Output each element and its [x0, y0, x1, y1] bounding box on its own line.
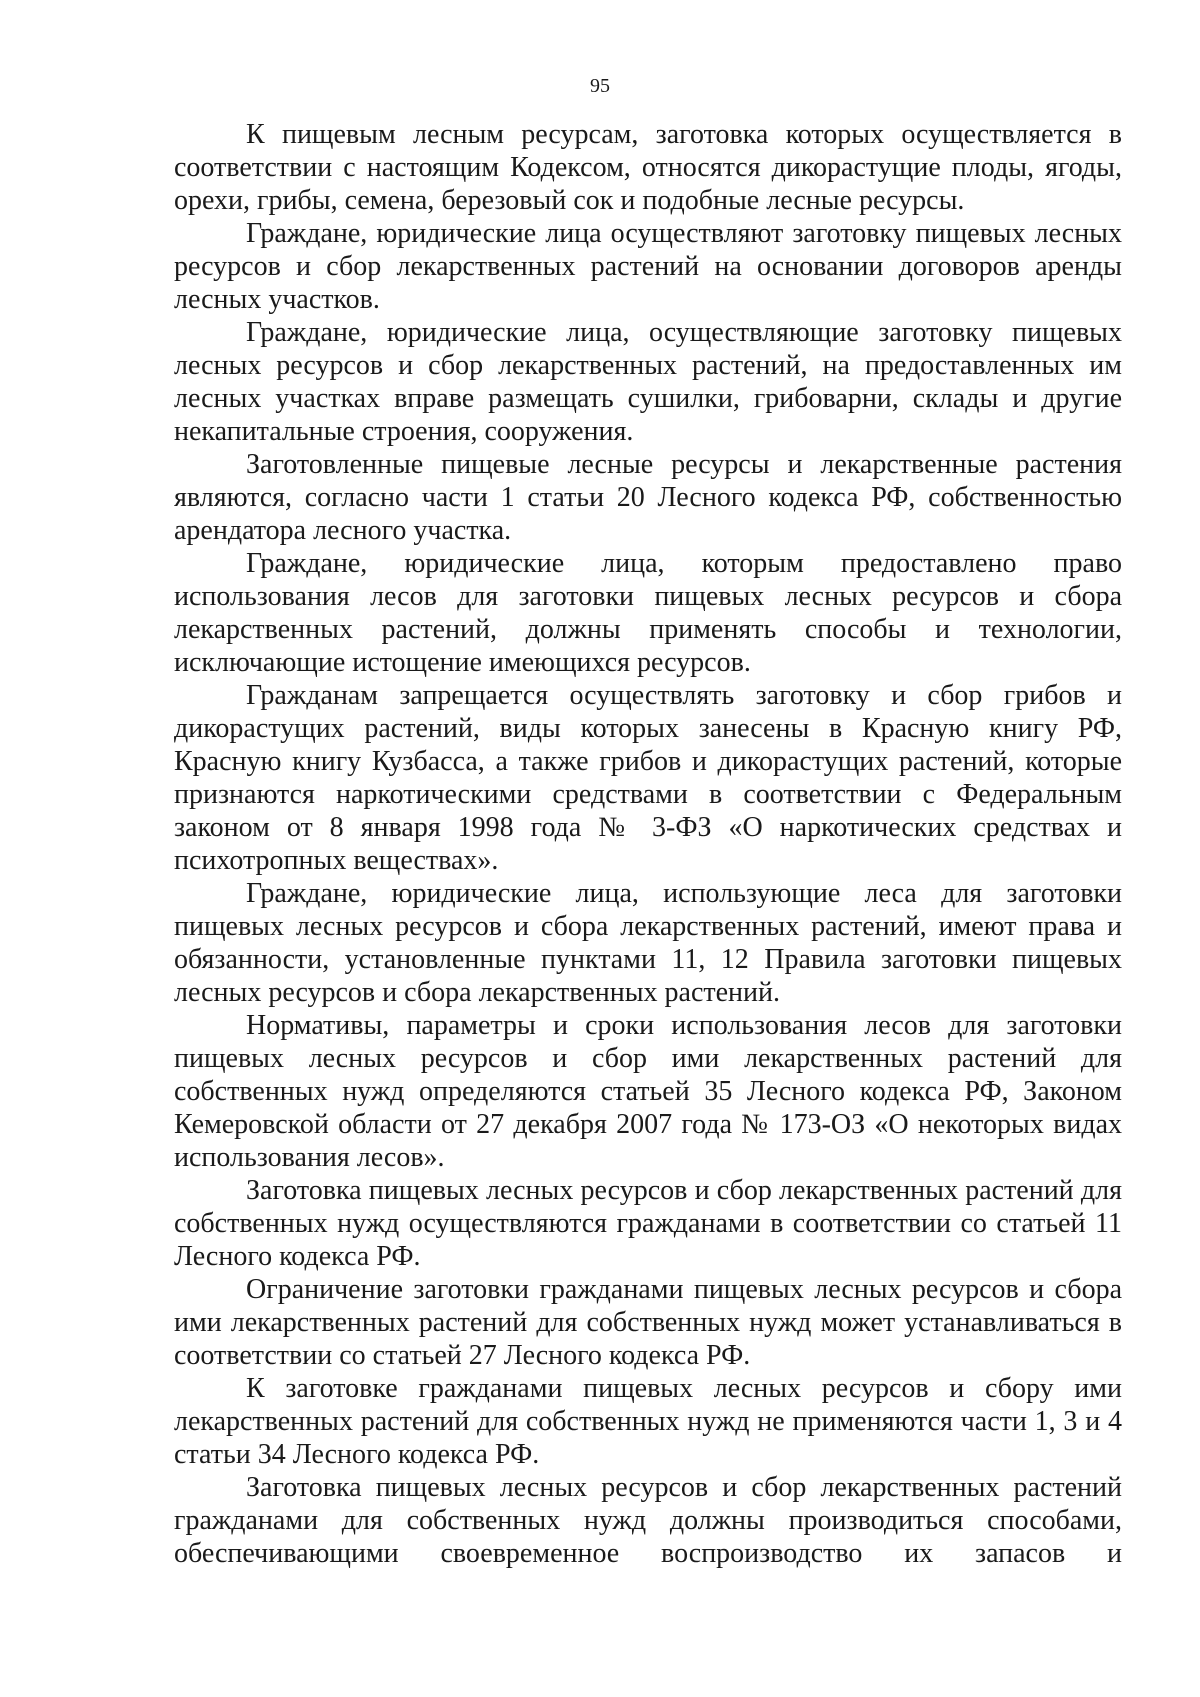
paragraph: Граждане, юридические лица осуществляют заготовку пищевых лесных ресурсов и сбор лекарственных растений на основании договоров аренды лесных участков. [174, 218, 1122, 315]
paragraph: Ограничение заготовки гражданами пищевых лесных ресурсов и сбора ими лекарственных растений для собственных нужд может устанавливаться в соответствии со статьей 27 Лесного кодекса РФ. [174, 1274, 1122, 1371]
paragraph: Граждане, юридические лица, использующие леса для заготовки пищевых лесных ресурсов и сбора лекарственных растений, имеют права и обязанности, установленные пунктами 11, 12 Правила заготовки пищевых лесных ресурсов и сбора лекарственных растений. [174, 878, 1122, 1008]
paragraph: Нормативы, параметры и сроки использования лесов для заготовки пищевых лесных ресурсов и сбор ими лекарственных растений для собственных нужд определяются статьей 35 Лесного кодекса РФ, Законом Кемеровской области от 27 декабря 2007 года № 173-ОЗ «О некоторых видах использования лесов». [174, 1010, 1122, 1173]
paragraph: К пищевым лесным ресурсам, заготовка которых осуществляется в соответствии с настоящим Кодексом, относятся дикорастущие плоды, ягоды, орехи, грибы, семена, березовый сок и подобные лесные ресурсы. [174, 119, 1122, 216]
paragraph: К заготовке гражданами пищевых лесных ресурсов и сбору ими лекарственных растений для собственных нужд не применяются части 1, 3 и 4 статьи 34 Лесного кодекса РФ. [174, 1373, 1122, 1470]
paragraph: Заготовленные пищевые лесные ресурсы и лекарственные растения являются, согласно части 1 статьи 20 Лесного кодекса РФ, собственностью арендатора лесного участка. [174, 449, 1122, 546]
page-number: 95 [590, 75, 610, 97]
paragraph: Граждане, юридические лица, осуществляющие заготовку пищевых лесных ресурсов и сбор лекарственных растений, на предоставленных им лесных участках вправе размещать сушилки, грибоварни, склады и другие некапитальные строения, сооружения. [174, 317, 1122, 447]
paragraph: Заготовка пищевых лесных ресурсов и сбор лекарственных растений для собственных нужд осуществляются гражданами в соответствии со статьей 11 Лесного кодекса РФ. [174, 1175, 1122, 1272]
paragraph: Заготовка пищевых лесных ресурсов и сбор лекарственных растений гражданами для собственных нужд должны производиться способами, обеспечивающими своевременное воспроизводство их запасов и [174, 1472, 1122, 1569]
paragraph: Граждане, юридические лица, которым предоставлено право использования лесов для заготовки пищевых лесных ресурсов и сбора лекарственных растений, должны применять способы и технологии, исключающие истощение имеющихся ресурсов. [174, 548, 1122, 678]
document-body [174, 118, 1122, 1570]
paragraph: Гражданам запрещается осуществлять заготовку и сбор грибов и дикорастущих растений, виды которых занесены в Красную книгу РФ, Красную книгу Кузбасса, а также грибов и дикорастущих растений, которые признаются наркотическими средствами в соответствии с Федеральным законом от 8 января 1998 года № 3-ФЗ «О наркотических средствах и психотропных веществах». [174, 680, 1122, 876]
